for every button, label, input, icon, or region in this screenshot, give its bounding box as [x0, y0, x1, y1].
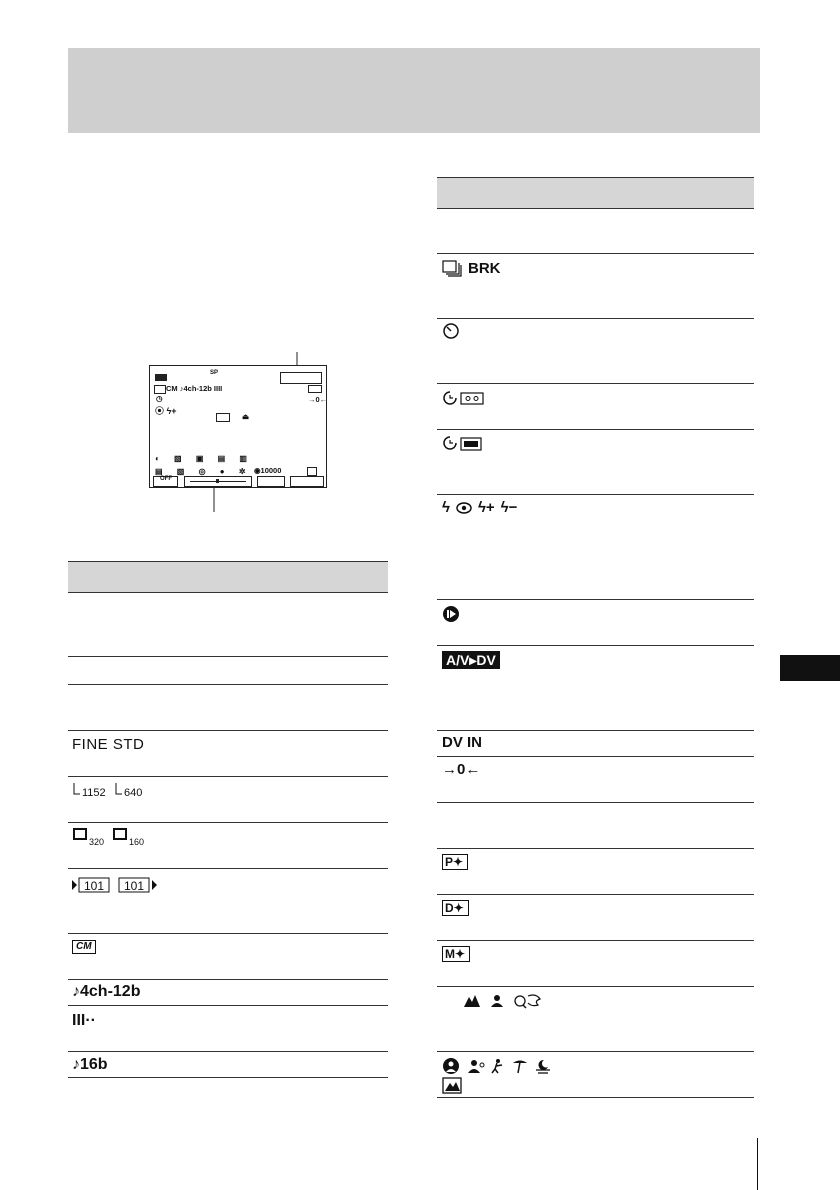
row-divider — [68, 1005, 388, 1006]
right-table-header — [437, 177, 754, 209]
row-divider — [68, 822, 388, 823]
twilight-portrait-icon — [443, 1058, 459, 1074]
digital-effect-icon: D✦ — [442, 900, 469, 916]
red-eye-icon — [456, 501, 472, 515]
cassette-memory-label: CM — [72, 940, 96, 954]
rec-mode-icon: SP — [210, 370, 219, 376]
lcd-icon-row-2: ▤ ▧ ◎ ● ✲ — [155, 467, 252, 476]
row-divider — [437, 848, 754, 849]
quality-fine-std-symbol: FINE STD — [72, 736, 145, 753]
row-divider — [437, 894, 754, 895]
self-timer-icon — [442, 322, 460, 340]
row-divider — [437, 253, 754, 254]
flash-symbols — [442, 500, 517, 516]
row-divider — [437, 645, 754, 646]
eject-icon: ⏏ — [242, 412, 250, 421]
audio-mode-text: CM ♪4ch-12b IIII — [166, 384, 223, 393]
flash-mode-icons: ⦿ ϟ+ — [155, 406, 177, 416]
slow-rec-symbol — [442, 605, 460, 623]
scene-icons — [442, 1057, 582, 1075]
sunset-moon-icon — [536, 1060, 550, 1073]
row-divider — [437, 940, 754, 941]
memory-mix-symbol — [442, 946, 470, 962]
row-divider — [68, 979, 388, 980]
left-table-header — [68, 561, 388, 593]
row-divider — [68, 684, 388, 685]
cassette-memory-icon — [154, 385, 166, 394]
infinity-mountain-icon — [464, 995, 480, 1007]
row-divider — [437, 429, 754, 430]
beach-icon — [513, 1061, 527, 1074]
av-dv-label: A/V▸DV — [442, 651, 500, 669]
exposure-icon — [307, 467, 317, 476]
audio-4ch-symbol: ♪4ch-12b — [72, 983, 141, 1000]
burst-icon — [442, 260, 462, 277]
size-640-label: 640 — [124, 787, 143, 799]
off-label: OFF — [160, 476, 172, 482]
movie-size-symbol — [72, 828, 154, 848]
interval-card-symbol — [442, 434, 488, 452]
zero-set-symbol: →0← — [442, 761, 481, 778]
folder-101-label-a: 101 — [84, 879, 105, 893]
row-divider — [68, 656, 388, 657]
burst-symbol — [442, 260, 501, 277]
self-timer-icon: ◷ — [156, 394, 163, 403]
memory-mix-icon: M✦ — [442, 946, 470, 962]
row-divider — [68, 776, 388, 777]
row-divider — [437, 1097, 754, 1098]
folder-symbol — [72, 876, 160, 894]
portrait-person-icon — [491, 995, 503, 1007]
row-divider — [68, 1077, 388, 1078]
slow-rec-icon — [442, 605, 460, 623]
row-divider — [437, 383, 754, 384]
size-1152-label: 1152 — [82, 787, 106, 799]
flash-plus-icon: ϟ+ — [477, 499, 495, 516]
row-divider — [68, 1051, 388, 1052]
landscape-scene-symbol — [442, 1077, 462, 1094]
focus-symbols — [462, 991, 562, 1011]
picture-effect-symbol — [442, 854, 468, 870]
row-divider — [437, 494, 754, 495]
shutter-speed-value: ◉10000 — [254, 466, 282, 475]
row-divider — [437, 318, 754, 319]
size-160-label: 160 — [129, 837, 145, 847]
digital-effect-symbol — [442, 900, 469, 916]
dv-in-symbol: DV IN — [442, 734, 483, 751]
landscape-icon — [442, 1077, 462, 1094]
picture-effect-icon: P✦ — [442, 854, 468, 870]
row-divider — [437, 1051, 754, 1052]
row-divider — [437, 756, 754, 757]
lcd-box-a — [257, 476, 285, 487]
lcd-box-b — [290, 476, 324, 487]
row-divider — [437, 599, 754, 600]
row-divider — [68, 730, 388, 731]
portrait-icon — [468, 1060, 484, 1073]
battery-icon — [155, 374, 167, 381]
image-size-symbol — [72, 781, 154, 801]
tape-icon — [308, 385, 322, 393]
lcd-screen — [149, 365, 327, 488]
row-divider — [437, 730, 754, 731]
interval-tape-icon — [442, 389, 488, 407]
scene-symbols — [442, 1057, 582, 1075]
av-dv-icon — [216, 413, 230, 422]
row-divider — [437, 986, 754, 987]
sports-icon — [492, 1059, 502, 1073]
row-divider — [437, 802, 754, 803]
interval-card-icon — [442, 434, 488, 452]
time-counter-box — [280, 372, 322, 384]
flash-icon: ϟ — [442, 499, 450, 516]
brk-label: BRK — [468, 259, 501, 277]
flash-minus-icon: ϟ− — [500, 499, 518, 516]
row-divider — [68, 868, 388, 869]
row-divider — [68, 933, 388, 934]
cassette-memory-symbol — [72, 940, 96, 954]
adjust-bar-marker — [216, 479, 219, 483]
audio-level-symbol: III·· — [72, 1012, 96, 1029]
lcd-icon-row-1: ◐ ▧ ▣ ▤ ▥ — [155, 454, 253, 463]
focus-icons — [462, 991, 562, 1011]
spot-focus-icon — [515, 995, 540, 1008]
size-320-label: 320 — [89, 837, 105, 847]
zero-set-memory-icon: →0← — [308, 395, 328, 404]
folder-101-label-b: 101 — [124, 879, 145, 893]
interval-tape-symbol — [442, 389, 488, 407]
self-timer-symbol — [442, 322, 460, 340]
audio-16b-symbol: ♪16b — [72, 1056, 108, 1073]
av-dv-symbol — [442, 651, 500, 669]
